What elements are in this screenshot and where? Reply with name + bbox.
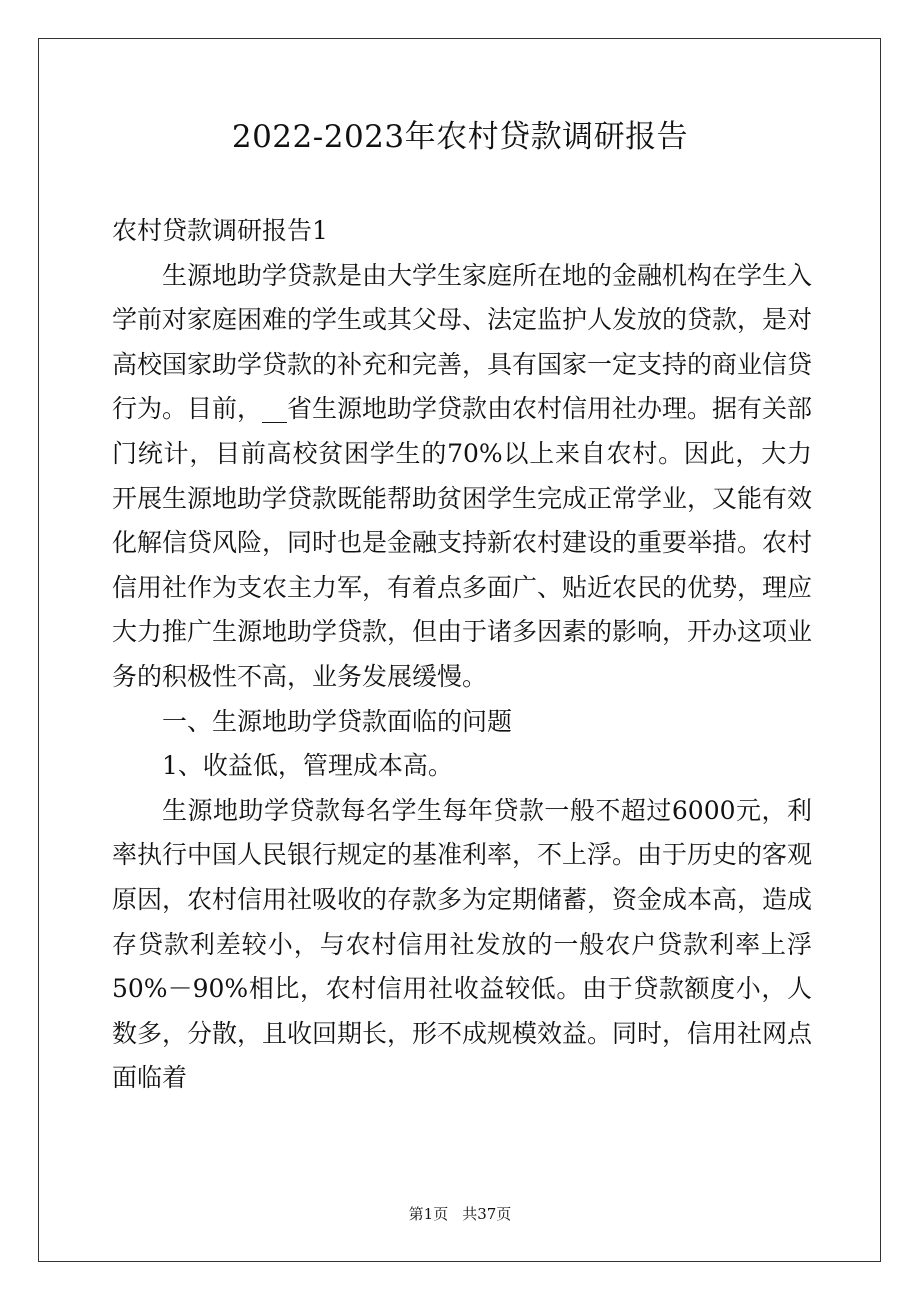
subheading-problems: 一、生源地助学贷款面临的问题 [162,706,513,736]
paragraph-point-1: 生源地助学贷款每名学生每年贷款一般不超过6000元，利率执行中国人民银行规定的基准利率，不上浮。由于历史的客观原因，农村信用社吸收的存款多为定期储蓄，资金成本高，造成存贷款利差较小，与农村信用社发放的一般农户贷款利率上浮50%－90%相比，农村信用社收益较低。由于贷款额度小，人数多，分散，且收回期长，形不成规模效益。同时，信用社网点面临着 [112,795,813,1093]
document-body [112,209,812,1101]
subheading-point-1: 1、收益低，管理成本高。 [162,751,453,781]
paragraph-intro: 生源地助学贷款是由大学生家庭所在地的金融机构在学生入学前对家庭困难的学生或其父母、法定监护人发放的贷款，是对高校国家助学贷款的补充和完善，具有国家一定支持的商业信贷行为。目前，__省生源地助学贷款由农村信用社办理。据有关部门统计，目前高校贫困学生的70%以上来自农村。因此，大力开展生源地助学贷款既能帮助贫困学生完成正常学业，又能有效化解信贷风险，同时也是金融支持新农村建设的重要举措。农村信用社作为支农主力军，有着点多面广、贴近农民的优势，理应大力推广生源地助学贷款，但由于诸多因素的影响，开办这项业务的积极性不高，业务发展缓慢。 [112,260,813,691]
page-number: 第1页 [408,1205,449,1223]
page-total: 共37页 [462,1205,512,1223]
document-title: 2022-2023年农村贷款调研报告 [231,119,689,155]
page-footer [0,1204,920,1224]
section-heading: 农村贷款调研报告1 [112,216,328,245]
